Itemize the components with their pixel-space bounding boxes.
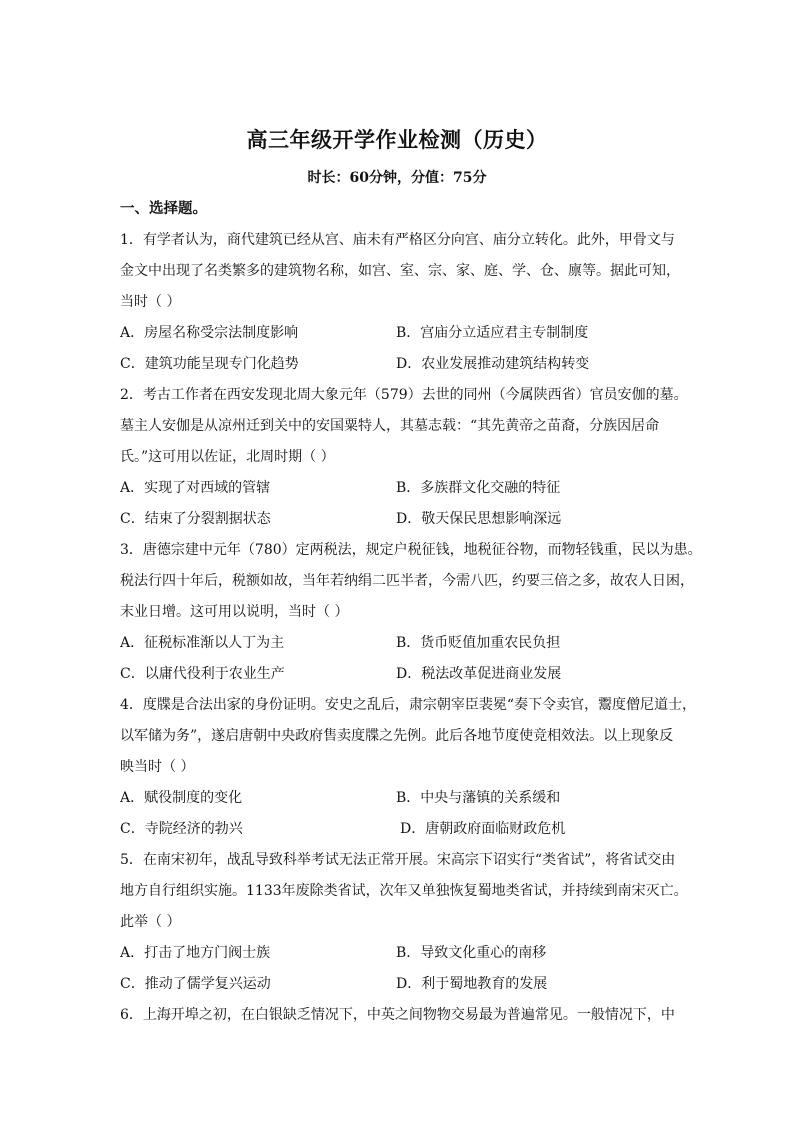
- option-row: [120, 783, 680, 814]
- option-c: C．寺院经济的勃兴: [120, 821, 243, 837]
- question-text-line: 末业日增。这可用以说明，当时（ ）: [120, 604, 349, 620]
- option-row: [120, 659, 680, 690]
- option-row: [120, 938, 680, 969]
- option-d: D．敬天保民思想影响深远: [396, 511, 562, 527]
- question-text-line: 氏。”这可用以佐证，北周时期（ ）: [120, 449, 335, 465]
- question-text-line: 5．在南宋初年，战乱导致科举考试无法正常开展。宋高宗下诏实行“类省试”，将省试交由: [120, 852, 676, 868]
- option-row: [120, 504, 680, 535]
- option-row: [120, 318, 680, 349]
- question-4-stem: [120, 690, 697, 783]
- option-b: B．中央与藩镇的关系缓和: [396, 790, 561, 806]
- option-row: [120, 349, 680, 380]
- option-row: [120, 628, 680, 659]
- section-heading: 一、选择题。: [120, 200, 207, 217]
- option-b: B．多族群文化交融的特征: [396, 480, 561, 496]
- question-text-line: 以军储为务”，遂启唐朝中央政府售卖度牒之先例。此后各地节度使竞相效法。以上现象反: [120, 728, 674, 744]
- option-c: C．推动了儒学复兴运动: [120, 976, 271, 992]
- option-b: B．宫庙分立适应君主专制制度: [396, 325, 589, 341]
- question-3-stem: [120, 535, 702, 628]
- question-2-stem: [120, 380, 688, 473]
- question-text-line: 2．考古工作者在西安发现北周大象元年（579）去世的同州（今属陕西省）官员安伽的墓。: [120, 387, 688, 403]
- question-1-options: [120, 318, 680, 380]
- option-c: C．建筑功能呈现专门化趋势: [120, 356, 299, 372]
- option-row: [120, 473, 680, 504]
- option-a: A．实现了对西域的管辖: [120, 480, 271, 496]
- question-text-line: 1．有学者认为，商代建筑已经从宫、庙未有严格区分向宫、庙分立转化。此外，甲骨文与: [120, 232, 675, 248]
- option-a: A．赋役制度的变化: [120, 790, 243, 806]
- option-d: D．税法改革促进商业发展: [396, 666, 562, 682]
- question-6-stem: [120, 1000, 680, 1031]
- question-text-line: 墓主人安伽是从凉州迁到关中的安国粟特人，其墓志载：“其先黄帝之苗裔，分族因居命: [120, 418, 660, 434]
- question-text-line: 金文中出现了名类繁多的建筑物名称，如宫、室、宗、家、庭、学、仓、廪等。据此可知，: [120, 263, 680, 279]
- question-text-line: 4．度牒是合法出家的身份证明。安史之乱后，肃宗朝宰臣裴冕“奏下令卖官，鬻度僧尼道士，: [120, 697, 697, 713]
- option-d: D．利于蜀地教育的发展: [396, 976, 548, 992]
- option-row: [120, 814, 680, 845]
- question-text-line: 税法行四十年后，税额如故，当年若纳绢二匹半者，今需八匹，约要三倍之多，故农人日困，: [120, 573, 694, 589]
- question-5-options: [120, 938, 680, 1000]
- option-b: B．货币贬值加重农民负担: [396, 635, 561, 651]
- question-text-line: 6．上海开埠之初，在白银缺乏情况下，中英之间物物交易最为普遍常见。一般情况下，中: [120, 1007, 675, 1023]
- page-title: 高三年级开学作业检测（历史）: [246, 127, 548, 152]
- option-d: D．农业发展推动建筑结构转变: [396, 356, 590, 372]
- option-a: A．征税标准渐以人丁为主: [120, 635, 285, 651]
- option-c: C．以庸代役利于农业生产: [120, 666, 285, 682]
- option-c: C．结束了分裂割据状态: [120, 511, 271, 527]
- option-b: B．导致文化重心的南移: [396, 945, 547, 961]
- exam-duration-score: 时长：60分钟，分值：75分: [307, 170, 487, 186]
- option-a: A．房屋名称受宗法制度影响: [120, 325, 299, 341]
- question-text-line: 此举（ ）: [120, 914, 181, 930]
- question-3-options: [120, 628, 680, 690]
- question-1-stem: [120, 225, 680, 318]
- option-a: A．打击了地方门阀士族: [120, 945, 271, 961]
- question-text-line: 当时（ ）: [120, 294, 181, 310]
- question-4-options: [120, 783, 680, 845]
- question-2-options: [120, 473, 680, 535]
- question-text-line: 地方自行组织实施。1133年废除类省试，次年又单独恢复蜀地类省试，并持续到南宋灭亡。: [120, 883, 688, 899]
- question-text-line: 映当时（ ）: [120, 759, 195, 775]
- option-d: D．唐朝政府面临财政危机: [400, 821, 566, 837]
- option-row: [120, 969, 680, 1000]
- question-5-stem: [120, 845, 688, 938]
- question-text-line: 3．唐德宗建中元年（780）定两税法，规定户税征钱，地税征谷物，而物轻钱重，民以为患。: [120, 542, 702, 558]
